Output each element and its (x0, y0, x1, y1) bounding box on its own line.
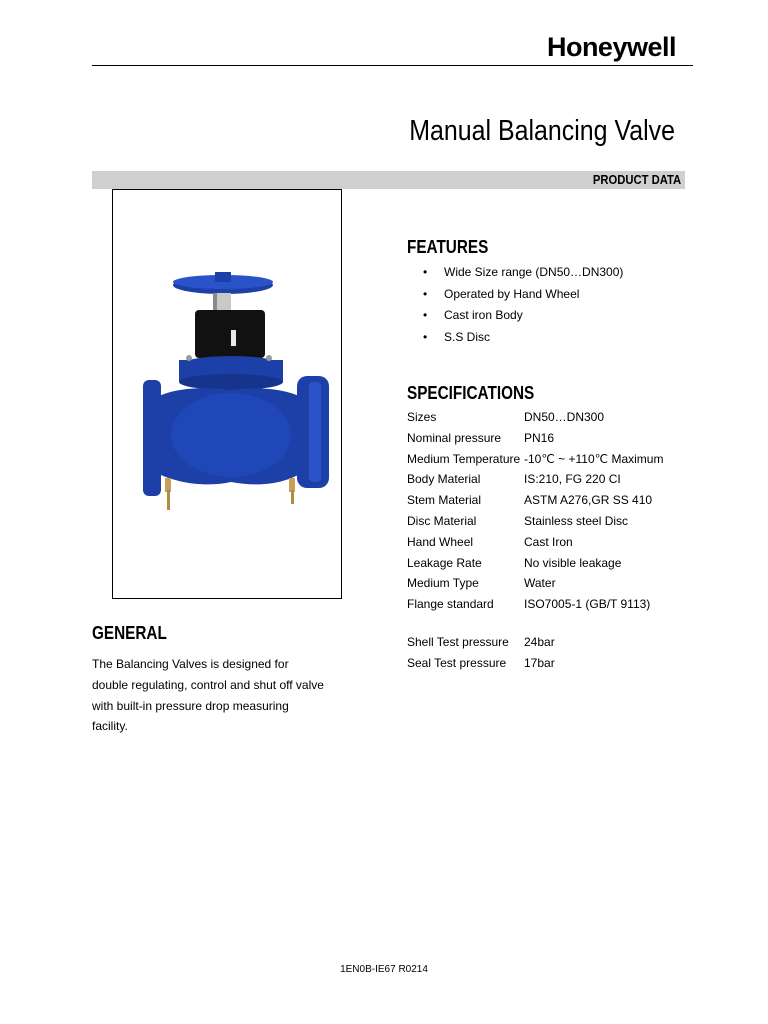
balancing-valve-image (113, 190, 341, 598)
spec-label: Seal Test pressure (407, 655, 507, 670)
test-pressure-table (407, 632, 555, 674)
spec-value: PN16 (524, 430, 555, 445)
bullet-icon: • (423, 308, 428, 323)
table-row (407, 469, 663, 490)
spec-label: Stem Material (407, 493, 482, 508)
bullet-icon: • (423, 286, 428, 301)
general-line: double regulating, control and shut off valve (92, 677, 324, 692)
spec-value: Stainless steel Disc (524, 513, 629, 528)
spec-value: Cast Iron (524, 534, 573, 549)
page-title: Manual Balancing Valve (409, 115, 675, 147)
table-row (407, 553, 663, 574)
spec-label: Medium Type (407, 576, 479, 591)
table-row (407, 490, 663, 511)
spec-value: IS:210, FG 220 CI (524, 472, 621, 487)
honeywell-logo: Honeywell (546, 32, 676, 62)
spec-label: Body Material (407, 472, 481, 487)
table-row (407, 449, 663, 470)
product-data-label: PRODUCT DATA (592, 173, 681, 187)
features-list (407, 262, 623, 349)
document-code: 1EN0B-IE67 R0214 (340, 964, 428, 975)
table-row (407, 407, 663, 428)
spec-value: -10℃ ~ +110℃ Maximum (524, 451, 664, 466)
bullet-icon: • (423, 330, 428, 345)
list-item (407, 305, 623, 327)
table-row (407, 532, 663, 553)
table-row (407, 511, 663, 532)
spec-value: Water (524, 576, 556, 591)
spec-value: No visible leakage (524, 555, 622, 570)
specifications-table (407, 407, 663, 615)
spec-value: 24bar (524, 635, 555, 649)
table-row (407, 428, 663, 449)
list-item (407, 284, 623, 306)
spec-value: 17bar (524, 655, 555, 670)
spec-label: Sizes (407, 410, 437, 424)
spec-label: Shell Test pressure (407, 635, 509, 649)
table-row (407, 573, 663, 594)
table-row (407, 594, 663, 615)
table-row (407, 653, 555, 674)
feature-text: Wide Size range (DN50…DN300) (444, 265, 624, 279)
spec-label: Leakage Rate (407, 555, 482, 570)
spec-label: Hand Wheel (407, 534, 474, 549)
general-line: facility. (92, 719, 128, 734)
general-line: with built-in pressure drop measuring (92, 698, 289, 713)
spec-label: Medium Temperature (407, 451, 521, 466)
spec-value: DN50…DN300 (524, 410, 605, 424)
feature-text: Cast iron Body (444, 308, 523, 323)
spec-value: ISO7005-1 (GB/T 9113) (524, 597, 651, 612)
features-heading: FEATURES (407, 237, 489, 257)
spec-value: ASTM A276,GR SS 410 (524, 493, 653, 508)
table-row (407, 632, 555, 653)
feature-text: S.S Disc (444, 330, 491, 345)
spec-label: Nominal pressure (407, 430, 502, 445)
feature-text: Operated by Hand Wheel (444, 286, 580, 301)
specifications-heading: SPECIFICATIONS (407, 383, 535, 403)
spec-label: Disc Material (407, 513, 477, 528)
bullet-icon: • (423, 265, 428, 279)
general-line: The Balancing Valves is designed for (92, 657, 289, 671)
list-item (407, 327, 623, 349)
general-heading: GENERAL (92, 623, 167, 643)
header-rule (92, 65, 693, 66)
list-item (407, 262, 623, 284)
product-data-band (92, 171, 685, 189)
spec-label: Flange standard (407, 597, 494, 612)
general-description (92, 654, 332, 737)
product-photo (112, 189, 342, 599)
